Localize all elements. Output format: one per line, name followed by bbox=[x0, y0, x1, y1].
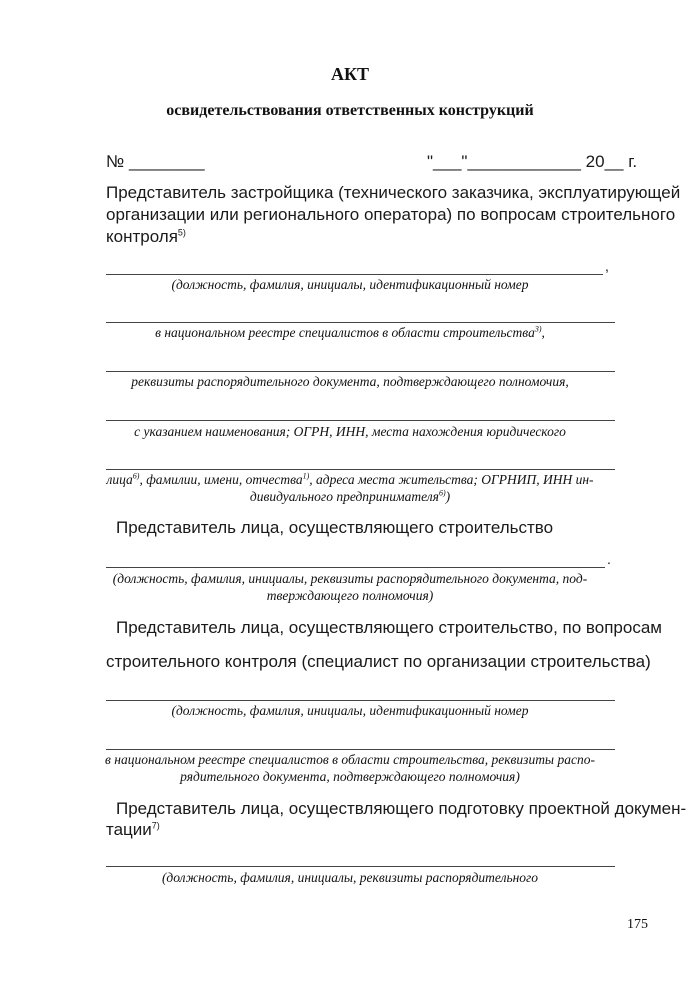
caption: (должность, фамилия, инициалы, идентификационный номер bbox=[171, 703, 529, 718]
caption bbox=[0, 472, 700, 488]
fill-line bbox=[106, 322, 615, 323]
caption: (должность, фамилия, инициалы, реквизиты распорядительного документа, под- bbox=[112, 571, 588, 586]
act-number-field bbox=[106, 152, 205, 172]
date-year-suffix: г. bbox=[628, 152, 638, 171]
fill-line bbox=[106, 749, 615, 750]
caption: (должность, фамилия, инициалы, идентификационный номер bbox=[171, 277, 529, 292]
caption-text: лица bbox=[106, 472, 133, 487]
trailing-comma: , bbox=[605, 258, 609, 274]
caption: тверждающего полномочия) bbox=[266, 588, 434, 603]
fill-line bbox=[106, 371, 615, 372]
caption-text: , фамилии, имени, отчества bbox=[139, 472, 303, 487]
footnote-ref: 7) bbox=[151, 820, 160, 831]
caption bbox=[0, 489, 700, 505]
footnote-ref: 1) bbox=[302, 471, 310, 481]
caption bbox=[0, 325, 700, 341]
design-rep-line-1: Представитель лица, осуществляющего подготовку проектной докумен- bbox=[116, 799, 687, 818]
developer-rep-line-1: Представитель застройщика (технического заказчика, эксплуатирующей bbox=[106, 183, 681, 202]
design-rep-line-2-text: тации bbox=[106, 820, 152, 839]
caption-text: ) bbox=[445, 489, 451, 504]
fill-line bbox=[106, 469, 615, 470]
footnote-ref: 6) bbox=[438, 488, 446, 498]
fill-line bbox=[106, 274, 603, 275]
developer-rep-line-3 bbox=[106, 227, 186, 247]
control-rep-line-1: Представитель лица, осуществляющего строительство, по вопросам bbox=[116, 618, 662, 637]
date-quote-close: " bbox=[461, 152, 468, 171]
caption: реквизиты распорядительного документа, подтверждающего полномочия, bbox=[131, 374, 569, 389]
fill-line bbox=[106, 700, 615, 701]
caption: (должность, фамилия, инициалы, реквизиты распорядительного bbox=[161, 870, 539, 885]
footnote-ref: 6) bbox=[132, 471, 140, 481]
fill-line bbox=[106, 866, 615, 867]
act-subtitle: освидетельствования ответственных конструкций bbox=[166, 102, 534, 119]
act-date-field bbox=[427, 152, 637, 172]
caption: рядительного документа, подтверждающего полномочия) bbox=[180, 769, 520, 784]
developer-rep-line-3-text: контроля bbox=[106, 227, 178, 246]
caption-text: дивидуального предпринимателя bbox=[249, 489, 439, 504]
contractor-rep-label: Представитель лица, осуществляющего строительство bbox=[116, 518, 554, 537]
caption-text: , адреса места жительства; ОГРНИП, ИНН ин- bbox=[309, 472, 594, 487]
developer-rep-line-2: организации или регионального оператора) по вопросам строительного bbox=[106, 205, 676, 224]
caption-text: в национальном реестре специалистов в области строительства bbox=[155, 325, 535, 340]
fill-line bbox=[106, 420, 615, 421]
caption: в национальном реестре специалистов в области строительства, реквизиты распо- bbox=[105, 752, 595, 767]
caption: с указанием наименования; ОГРН, ИНН, места нахождения юридического bbox=[134, 424, 566, 439]
footnote-ref: 3) bbox=[534, 324, 542, 334]
footnote-ref: 5) bbox=[177, 227, 186, 238]
design-rep-line-2 bbox=[106, 820, 160, 840]
date-quote-open: " bbox=[427, 152, 434, 171]
trailing-dot: . bbox=[607, 551, 611, 567]
caption-text: , bbox=[541, 325, 545, 340]
date-year: 20__ bbox=[585, 152, 624, 171]
date-month-blank: ____________ bbox=[467, 152, 581, 171]
number-prefix: № bbox=[106, 152, 125, 171]
number-blank: ________ bbox=[128, 152, 205, 171]
date-day-blank: ___ bbox=[433, 152, 462, 171]
fill-line bbox=[106, 567, 605, 568]
page-number: 175 bbox=[627, 917, 648, 932]
control-rep-line-2: строительного контроля (специалист по организации строительства) bbox=[106, 652, 651, 671]
act-title: АКТ bbox=[330, 64, 370, 84]
